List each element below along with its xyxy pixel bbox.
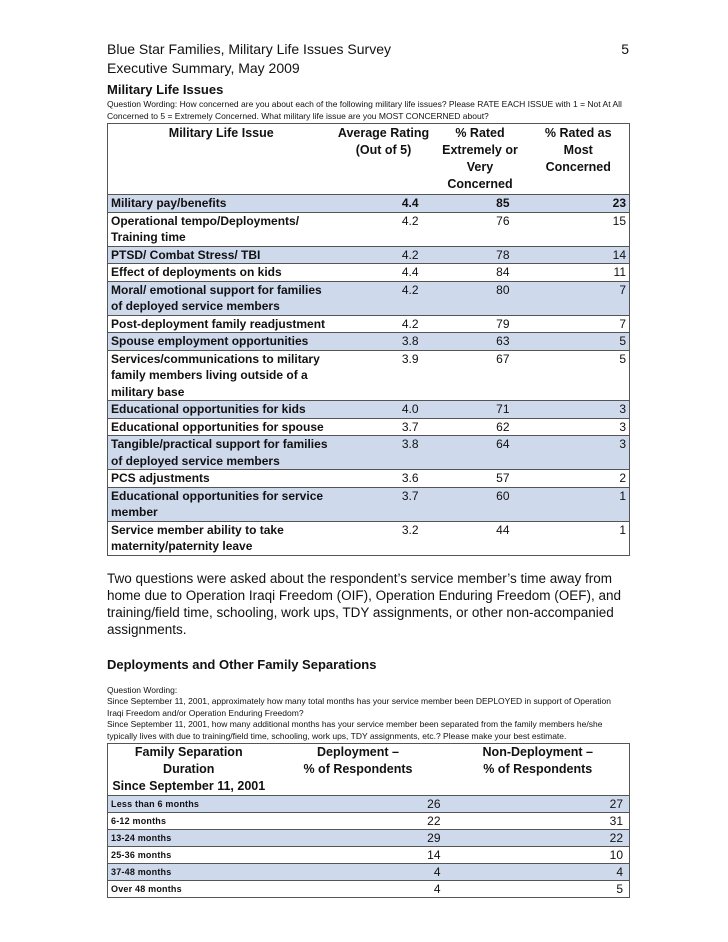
table-row: Educational opportunities for service member 3.7 60 1 <box>108 487 630 521</box>
table-row: Effect of deployments on kids 4.4 84 11 <box>108 264 630 282</box>
question-wording: Question Wording: How concerned are you about each of the following military life issues? Please RATE EACH ISSUE with 1 = Not At All Concerned to 5 = Extremely Concerned. What military life issue are you MOST CONCERNED about? <box>107 99 622 121</box>
table-row: Operational tempo/Deployments/ Training time 4.2 76 15 <box>108 212 630 246</box>
table-row: Moral/ emotional support for families of deployed service members 4.2 80 7 <box>108 281 630 315</box>
table-row: Post-deployment family readjustment 4.2 79 7 <box>108 315 630 333</box>
col-header-most-concerned: % Rated as Most Concerned <box>544 126 612 174</box>
header-title: Blue Star Families, Military Life Issues Survey <box>107 41 391 57</box>
issues-table-header <box>108 124 630 195</box>
table-row: Military pay/benefits 4.4 85 23 <box>108 195 630 213</box>
col-header-average-rating: Average Rating (Out of 5) <box>337 126 430 157</box>
table-row: 25-36 months 14 10 <box>108 847 630 864</box>
page-number: 5 <box>621 41 629 57</box>
question-2: Since September 11, 2001, how many additional months has your service member been separated from the family members he/she typically lives with due to training/field time, schooling, work ups, TDY assignments, etc.? Please make your best estimate. <box>107 719 603 741</box>
section-title-deployments: Deployments and Other Family Separations <box>107 656 377 672</box>
table-row: Less than 6 months 26 27 <box>108 796 630 813</box>
col-header-deployment: Deployment – % of Respondents <box>303 745 413 776</box>
question-wording-deployments <box>107 685 629 743</box>
document-page <box>107 40 629 898</box>
table-row: PTSD/ Combat Stress/ TBI 4.2 78 14 <box>108 246 630 264</box>
separation-table-header <box>108 744 630 796</box>
question-wording-label: Question Wording: <box>107 684 178 695</box>
intro-paragraph: Two questions were asked about the respondent’s service member’s time away from home due to Operation Iraqi Freedom (OIF), Operation Enduring Freedom (OEF), and training/field time, schooling, work ups, TDY assignments, or other non-accompanied assignments. <box>107 570 621 637</box>
table-row: Services/communications to military family members living outside of a military base 3.9 67 5 <box>108 350 630 401</box>
table-row: Over 48 months 4 5 <box>108 881 630 898</box>
table-row: Educational opportunities for spouse 3.7 62 3 <box>108 418 630 436</box>
separation-table <box>107 743 630 898</box>
table-row: 37-48 months 4 4 <box>108 864 630 881</box>
col-header-issue: Military Life Issue <box>168 126 274 140</box>
table-row: Tangible/practical support for families of deployed service members 3.8 64 3 <box>108 436 630 470</box>
question-1: Since September 11, 2001, approximately how many total months has your service member been DEPLOYED in support of Operation Iraqi Freedom and/or Operation Enduring Freedom? <box>107 696 611 718</box>
col-header-duration: Family Separation Duration Since September 11, 2001 <box>112 745 266 793</box>
issues-table <box>107 123 630 556</box>
col-header-rated-concerned: % Rated Extremely or Very Concerned <box>442 126 518 191</box>
table-row: Educational opportunities for kids 4.0 71 3 <box>108 401 630 419</box>
table-row: 6-12 months 22 31 <box>108 813 630 830</box>
table-row: Service member ability to take maternity/paternity leave 3.2 44 1 <box>108 521 630 555</box>
page-header <box>107 40 629 78</box>
col-header-non-deployment: Non-Deployment – % of Respondents <box>482 745 593 776</box>
table-row: Spouse employment opportunities 3.8 63 5 <box>108 333 630 351</box>
table-row: 13-24 months 29 22 <box>108 830 630 847</box>
section-title-military-life-issues: Military Life Issues <box>107 82 224 97</box>
header-subtitle: Executive Summary, May 2009 <box>107 60 300 76</box>
table-row: PCS adjustments 3.6 57 2 <box>108 470 630 488</box>
